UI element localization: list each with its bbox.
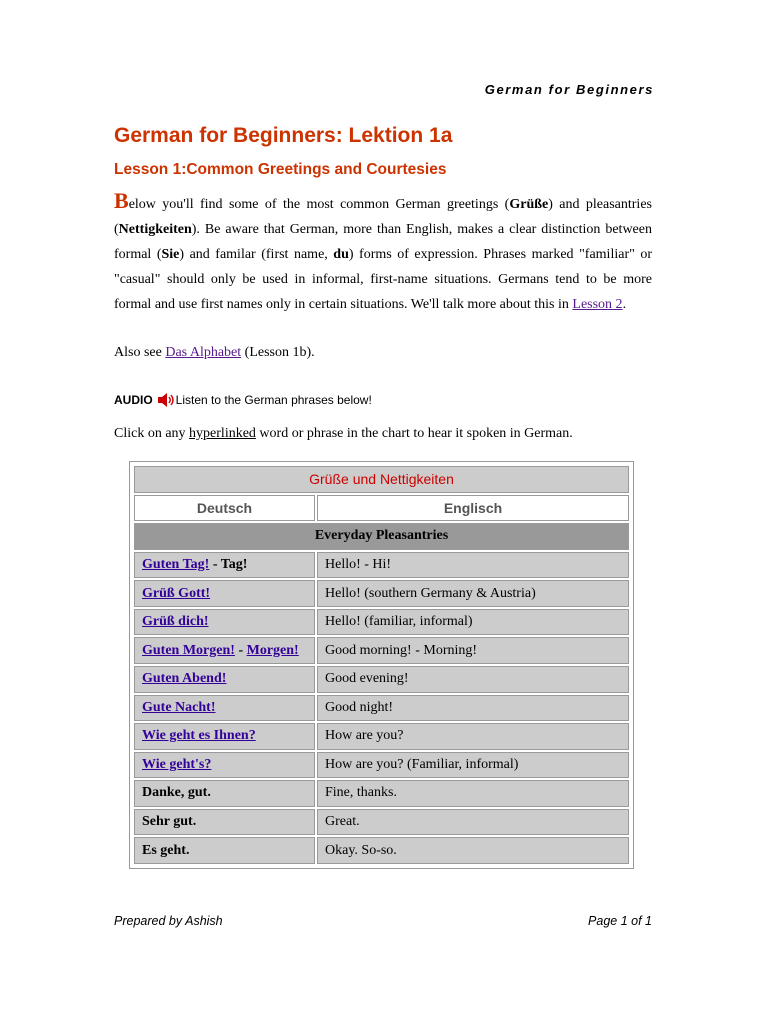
also-see-line (114, 345, 315, 361)
click-prefix: Click on any (114, 426, 190, 441)
english-translation-cell: Good evening! (317, 666, 629, 693)
german-phrase-cell: Es geht. (134, 837, 315, 864)
lesson-2-link[interactable]: Lesson 2 (572, 297, 623, 312)
hyperlinked-word: hyperlinked (189, 426, 256, 441)
phrase-audio-link[interactable]: Guten Morgen! (142, 642, 235, 658)
german-phrase-cell (134, 609, 315, 636)
table-row (134, 809, 629, 836)
table-row (134, 752, 629, 779)
column-header-deutsch: Deutsch (134, 495, 315, 522)
english-translation-cell: Hello! (southern Germany & Austria) (317, 580, 629, 607)
phrase-audio-link[interactable]: Wie geht's? (142, 756, 212, 772)
audio-label: AUDIO (114, 393, 153, 407)
german-phrase-cell (134, 552, 315, 579)
phrase-audio-link[interactable]: Grüß dich! (142, 614, 209, 630)
term-sie: Sie (161, 247, 180, 262)
click-instruction (114, 426, 573, 442)
intro-text: elow you'll find some of the most common German greetings ( (128, 197, 510, 212)
audio-line (114, 391, 372, 409)
table-row (134, 552, 629, 579)
phrase-audio-link[interactable]: Guten Abend! (142, 671, 227, 687)
table-row (134, 637, 629, 664)
footer-prepared-by: Prepared by Ashish (114, 914, 223, 928)
english-translation-cell: Okay. So-so. (317, 837, 629, 864)
intro-text: ) and familar (first name, (179, 247, 334, 262)
german-phrase-cell (134, 752, 315, 779)
column-header-englisch: Englisch (317, 495, 629, 522)
german-phrase-cell (134, 580, 315, 607)
phrase-separator: - (234, 642, 247, 658)
table-row (134, 695, 629, 722)
english-translation-cell: Hello! - Hi! (317, 552, 629, 579)
intro-text: ). Be aware that German, more than English, makes a clear distinction between formal ( (114, 222, 652, 262)
phrase-audio-link[interactable]: Grüß Gott! (142, 585, 211, 601)
phrase-audio-link[interactable]: Wie geht es Ihnen? (142, 728, 256, 744)
table-caption: Grüße und Nettigkeiten (134, 466, 629, 493)
table-row (134, 580, 629, 607)
intro-text: ) forms of expression. Phrases marked "familiar" or "casual" should only be used in informal, first-name situations. Germans tend to be more formal and use first names only in certain situations. We'll talk more about this in (114, 247, 652, 312)
also-see-prefix: Also see (114, 345, 166, 360)
table-row (134, 723, 629, 750)
german-phrase-cell (134, 723, 315, 750)
german-phrase-cell: Sehr gut. (134, 809, 315, 836)
greetings-table (129, 461, 634, 869)
running-header: German for Beginners (484, 82, 654, 97)
table-row (134, 666, 629, 693)
section-header: Everyday Pleasantries (134, 523, 629, 550)
phrase-audio-link[interactable]: Guten Tag! (142, 556, 210, 572)
das-alphabet-link[interactable]: Das Alphabet (165, 345, 242, 360)
english-translation-cell: Fine, thanks. (317, 780, 629, 807)
speaker-icon[interactable] (157, 391, 175, 409)
german-phrase-cell (134, 666, 315, 693)
phrase-audio-link[interactable]: Gute Nacht! (142, 699, 216, 715)
english-translation-cell: Good night! (317, 695, 629, 722)
audio-text: Listen to the German phrases below! (175, 393, 372, 407)
english-translation-cell: Good morning! - Morning! (317, 637, 629, 664)
drop-cap: B (114, 188, 129, 213)
german-phrase-cell (134, 695, 315, 722)
phrase-extra: - Tag! (209, 556, 248, 572)
click-suffix: word or phrase in the chart to hear it spoken in German. (255, 426, 573, 441)
german-phrase-cell: Danke, gut. (134, 780, 315, 807)
term-du: du (333, 247, 349, 262)
phrase-audio-link[interactable]: Morgen! (246, 642, 299, 658)
term-grusse: Grüße (509, 197, 549, 212)
english-translation-cell: Great. (317, 809, 629, 836)
table-row (134, 837, 629, 864)
german-phrase-cell (134, 637, 315, 664)
intro-text: . (622, 297, 627, 312)
english-translation-cell: How are you? (317, 723, 629, 750)
intro-text: ) and pleasantries ( (114, 197, 652, 237)
lesson-subtitle: Lesson 1:Common Greetings and Courtesies (114, 161, 447, 178)
also-see-suffix: (Lesson 1b). (241, 345, 315, 360)
page-title: German for Beginners: Lektion 1a (114, 124, 453, 147)
footer-page-number: Page 1 of 1 (588, 914, 652, 928)
term-nettigkeiten: Nettigkeiten (118, 222, 192, 237)
table-row (134, 780, 629, 807)
intro-paragraph (114, 188, 652, 317)
table-row (134, 609, 629, 636)
english-translation-cell: Hello! (familiar, informal) (317, 609, 629, 636)
english-translation-cell: How are you? (Familiar, informal) (317, 752, 629, 779)
